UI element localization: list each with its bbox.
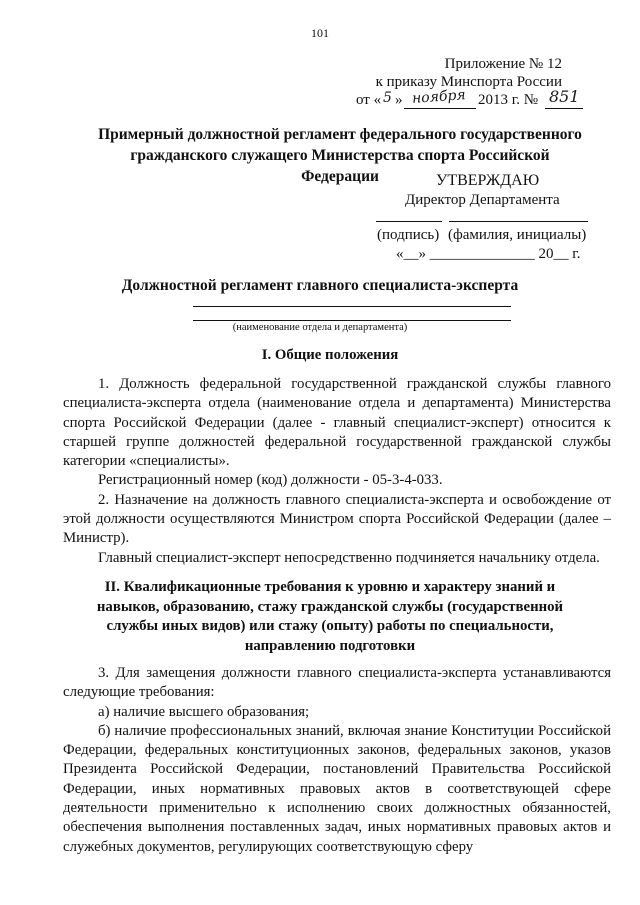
dept-line-1: [193, 306, 511, 307]
paragraph: а) наличие высшего образования;: [98, 703, 310, 720]
document-title: Примерный должностной регламент федерального государственного гражданского служащего Министерства спорта Российской Федерации: [98, 126, 582, 185]
handwritten-order-number: 851: [549, 87, 580, 106]
order-number-underline: [545, 108, 583, 109]
paragraph: Главный специалист-эксперт непосредственно подчиняется начальнику отдела.: [98, 549, 600, 566]
approval-date-line: «__» ______________ 20__ г.: [396, 246, 581, 262]
paragraph: б) наличие профессиональных знаний, включая знание Конституции Российской Федерации, федеральных конституционных законов, федеральных законов, указов Президента Российской Федерации, постановлений Правительства Российской Федерации, иных нормативных правовых актов в соответствующей сфере деятельности применительно к исполнению своих должностных обязанностей, обеспечения выполнения поставленных задач, иных нормативных правовых актов и служебных документов, регулирующих соответствующую сферу: [63, 722, 611, 855]
dept-line-2: [193, 320, 511, 321]
name-line: [449, 221, 588, 222]
name-label: (фамилия, инициалы): [448, 227, 587, 243]
regulation-title: Должностной регламент главного специалиста-эксперта: [121, 277, 519, 294]
section-1-body: [63, 375, 611, 568]
paragraph: Регистрационный номер (код) должности - 05-3-4-033.: [98, 472, 443, 489]
section-2-heading: II. Квалификационные требования к уровню и характеру знаний и навыков, образованию, стажу гражданской службы (государственной службы иных видов) или стажу (опыту) работы по специальности, направлению подготовки: [96, 579, 564, 654]
handwritten-day: 5: [383, 90, 392, 106]
appendix-line-2: к приказу Минспорта России: [375, 74, 562, 90]
date-prefix: от «: [356, 92, 382, 108]
paragraph: 1. Должность федеральной государственной гражданской службы главного специалиста-эксперта отдела (наименование отдела и департамента) Министерства спорта Российской Федерации (далее - главный специалист-эксперт) относится к старшей группе должностей федеральной государственной гражданской службы категории «специалисты».: [63, 376, 611, 470]
signature-line: [376, 221, 442, 222]
dept-caption: (наименование отдела и департамента): [232, 322, 408, 333]
month-underline: [404, 108, 476, 109]
paragraph: 2. Назначение на должность главного специалиста-эксперта и освобождение от этой должности осуществляются Министром спорта Российской Федерации (далее – Министр).: [63, 491, 611, 547]
appendix-line-1: Приложение № 12: [444, 56, 562, 72]
approval-heading: УТВЕРЖДАЮ: [436, 172, 540, 189]
handwritten-month: ноября: [411, 87, 467, 107]
signature-label: (подпись): [377, 227, 440, 243]
paragraph: 3. Для замещения должности главного специалиста-эксперта устанавливаются следующие требования:: [63, 665, 611, 701]
approval-position: Директор Департамента: [405, 192, 560, 208]
page-number: 101: [311, 26, 329, 40]
date-mid: »: [395, 92, 403, 108]
date-year: 2013 г. №: [478, 92, 539, 108]
section-2-body: [63, 664, 611, 857]
section-1-heading: I. Общие положения: [261, 347, 399, 363]
